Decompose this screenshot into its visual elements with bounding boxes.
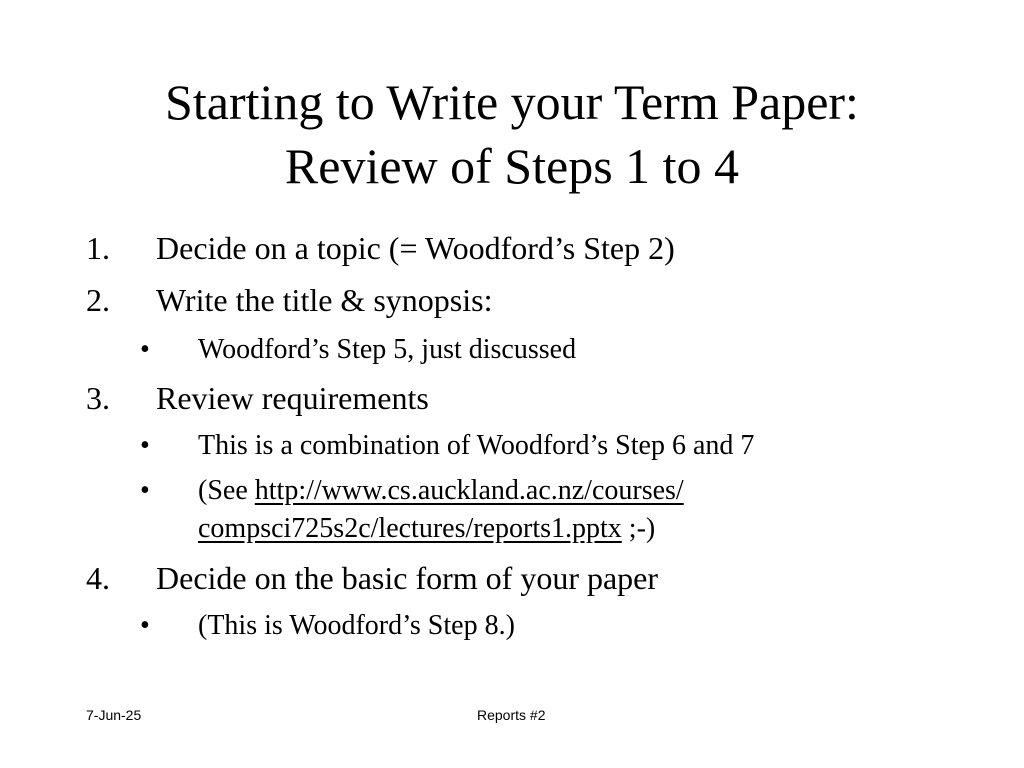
footer-date: 7-Jun-25	[86, 707, 142, 723]
bullet-marker: •	[140, 430, 150, 461]
reports-link-line-2[interactable]: compsci725s2c/lectures/reports1.pptx	[198, 513, 622, 544]
slide-title-line-1: Starting to Write your Term Paper:	[165, 74, 859, 130]
list-item-text: Write the title & synopsis:	[156, 282, 493, 318]
list-item-number: 2.	[86, 282, 110, 318]
list-item-text: Decide on the basic form of your paper	[156, 560, 659, 596]
bullet-marker: •	[140, 610, 150, 641]
bullet-text: This is a combination of Woodford’s Step 6 and 7	[198, 430, 755, 461]
bullet-text: (This is Woodford’s Step 8.)	[198, 610, 515, 641]
list-item-number: 4.	[86, 560, 110, 596]
bullet-marker: •	[140, 334, 150, 365]
slide-title-line-2: Review of Steps 1 to 4	[284, 138, 740, 194]
bullet-text-continued	[198, 512, 655, 546]
bullet-suffix: ;-)	[621, 513, 656, 544]
bullet-text: Woodford’s Step 5, just discussed	[198, 334, 577, 365]
list-item-text: Decide on a topic (= Woodford’s Step 2)	[156, 230, 675, 266]
bullet-marker: •	[140, 475, 150, 506]
bullet-text	[198, 474, 684, 508]
bullet-prefix: (See	[198, 475, 255, 506]
list-item-number: 3.	[86, 380, 110, 416]
footer-center-label: Reports #2	[477, 707, 546, 723]
reports-link-line-1[interactable]: http://www.cs.auckland.ac.nz/courses/	[254, 475, 684, 506]
list-item-number: 1.	[86, 230, 110, 266]
list-item-text: Review requirements	[156, 380, 429, 416]
